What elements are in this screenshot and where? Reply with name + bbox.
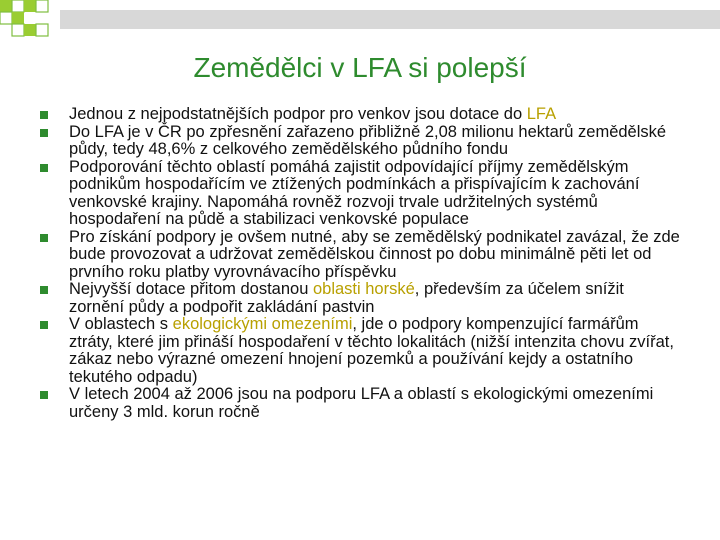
bullet-item bbox=[40, 106, 680, 124]
deco-square bbox=[36, 24, 48, 36]
bullet-text: Jednou z nejpodstatnějších podpor pro venkov jsou dotace do bbox=[69, 105, 527, 123]
deco-square bbox=[12, 24, 24, 36]
highlighted-term: oblasti horské bbox=[312, 280, 415, 298]
square-bullet-icon bbox=[40, 321, 48, 329]
bullet-text: Do LFA je v ČR po zpřesnění zařazeno přibližně 2,08 milionu hektarů zemědělské půdy, tedy 48,6% z celkového zemědělského půdního fondu bbox=[69, 122, 667, 158]
square-bullet-icon bbox=[40, 129, 48, 137]
bullet-text: , jde o podpory kompenzující farmářům ztráty, které jim přináší hospodaření v těchto lokalitách (nižší intenzita chovu zvířat, zákaz nebo výrazné omezení hnojení pozemků a používání kejdy a ostatního tekutého odpadu) bbox=[69, 315, 674, 386]
square-bullet-icon bbox=[40, 391, 48, 399]
square-bullet-icon bbox=[40, 234, 48, 242]
decorative-header bbox=[0, 0, 720, 50]
deco-square bbox=[36, 0, 48, 12]
bullet-text: Nejvyšší dotace přitom dostanou bbox=[69, 280, 313, 298]
deco-square bbox=[24, 0, 36, 12]
deco-square bbox=[12, 12, 24, 24]
bullet-list bbox=[40, 106, 680, 421]
bullet-text: Pro získání podpory je ovšem nutné, aby se zemědělský podnikatel zavázal, že zde bude provozovat a udržovat zemědělskou činnost po dobu minimálně pěti let od prvního roku platby vyrovnávacího příspěvku bbox=[69, 227, 680, 281]
deco-square bbox=[24, 24, 36, 36]
header-bar bbox=[60, 10, 720, 29]
bullet-item bbox=[40, 159, 680, 229]
bullet-item bbox=[40, 316, 680, 386]
deco-square bbox=[0, 12, 12, 24]
highlighted-term: ekologickými omezeními bbox=[172, 315, 353, 333]
bullet-text: , především za účelem snížit zornění půdy a podpořit zakládání pastvin bbox=[69, 280, 624, 316]
bullet-text: Podporování těchto oblastí pomáhá zajistit odpovídající příjmy zemědělským podnikům hospodařícím ve ztížených podmínkách a přispívajícím k zachování venkovské krajiny. Napomáhá rovněž rozvoji trvale udržitelných systémů hospodaření na půdě a stabilizaci venkovské populace bbox=[69, 157, 640, 228]
bullet-text: V letech 2004 až 2006 jsou na podporu LFA a oblastí s ekologickými omezeními určeny 3 mld. korun ročně bbox=[69, 385, 654, 421]
bullet-item bbox=[40, 124, 680, 159]
square-bullet-icon bbox=[40, 111, 48, 119]
bullet-item bbox=[40, 386, 680, 421]
bullet-text: V oblastech s bbox=[69, 315, 173, 333]
deco-square bbox=[0, 0, 12, 12]
square-bullet-icon bbox=[40, 286, 48, 294]
deco-square bbox=[12, 0, 24, 12]
bullet-item bbox=[40, 229, 680, 282]
square-bullet-icon bbox=[40, 164, 48, 172]
bullet-item bbox=[40, 281, 680, 316]
highlighted-term: LFA bbox=[526, 105, 557, 123]
slide-title: Zemědělci v LFA si polepší bbox=[193, 52, 527, 83]
